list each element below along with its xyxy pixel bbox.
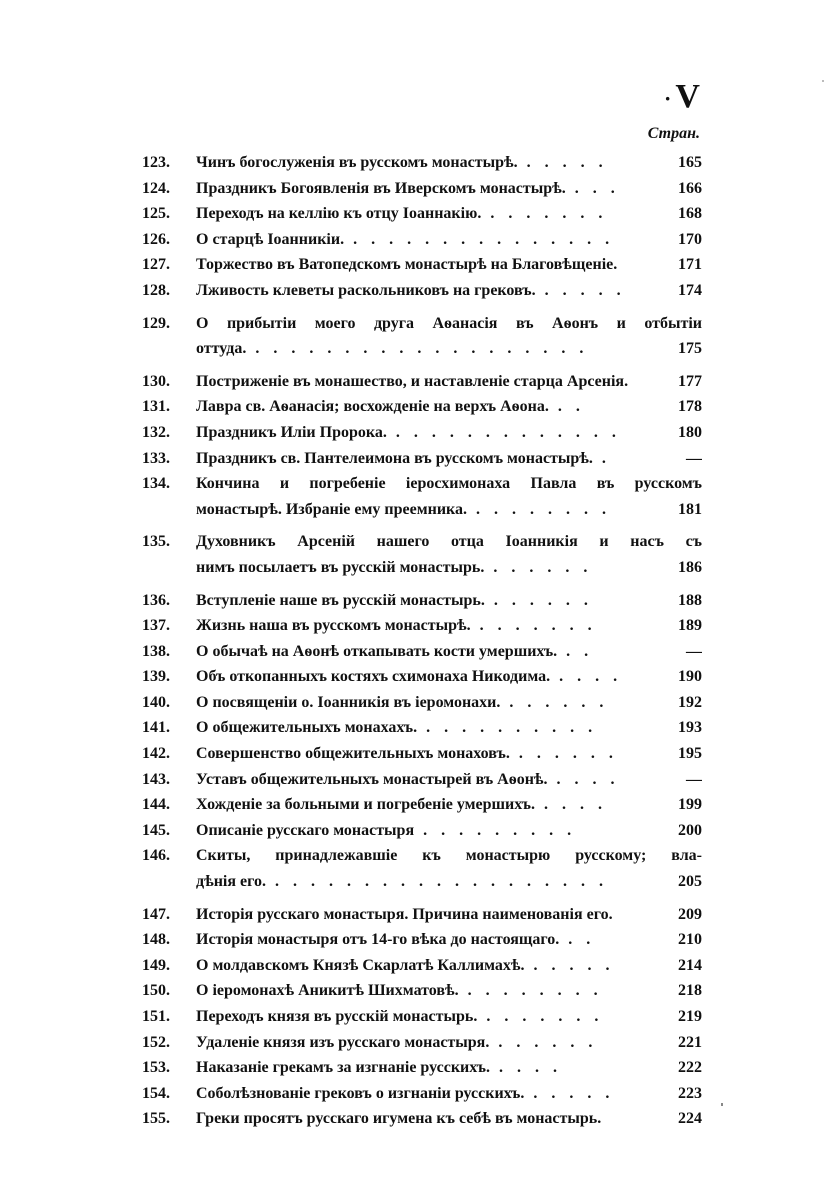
toc-entry-line (142, 978, 702, 1004)
toc-entry-number: 123. (142, 154, 170, 171)
leader-dots: . . . . . . (500, 693, 609, 711)
toc-entry-title: Торжество въ Ватопедскомъ монастырѣ на Благовѣщеніе. (196, 256, 618, 274)
toc-entry-title: Переходъ князя въ русскій монастырь. . . . . . . . (196, 1008, 604, 1025)
margin-speck (721, 1103, 723, 1106)
toc-entry-line (142, 497, 702, 523)
table-of-contents (142, 150, 702, 1132)
toc-entry-page: 171 (678, 256, 702, 274)
toc-entry (142, 311, 702, 362)
toc-entry-line (142, 555, 702, 581)
leader-dots: . . . . . . . (477, 1008, 604, 1025)
leader-dots: . . . . . . . . . . . . . . . (344, 230, 615, 248)
leader-dots: . . (548, 398, 585, 416)
toc-entry-number: 151. (142, 1008, 170, 1025)
toc-entry (142, 252, 702, 278)
toc-entry-title: Лавра св. Аѳанасія; восхожденіе на верхъ Аѳона. . . (196, 398, 585, 416)
leader-dots: . . . . . . . . . . . . . . . . . . . (246, 340, 589, 358)
toc-entry-title: Духовникъ Арсеній нашего отца Іоанникія и насъ съ (196, 533, 702, 551)
leader-dots: . . . . (547, 770, 620, 788)
toc-entry-number: 137. (142, 617, 170, 635)
toc-entry-title: Праздникъ Богоявленія въ Иверскомъ монастырѣ. . . . (196, 179, 620, 197)
toc-entry (142, 369, 702, 395)
toc-entry (142, 227, 702, 253)
toc-entry (142, 715, 702, 741)
toc-entry-title: О старцѣ Іоанникіи. . . . . . . . . . . . . . . . (196, 230, 615, 248)
toc-entry-title: Исторія монастыря отъ 14-го вѣка до настоящаго. . . (196, 931, 596, 949)
toc-entry-page: 168 (678, 205, 702, 223)
toc-entry-page: — (686, 770, 702, 788)
toc-entry (142, 150, 702, 176)
toc-entry-line (142, 1004, 702, 1030)
toc-entry-page: 221 (678, 1033, 702, 1051)
toc-entry-page: 175 (678, 340, 702, 358)
toc-entry-page: 222 (678, 1059, 702, 1077)
toc-entry-title: Постриженіе въ монашество, и наставленіе старца Арсенія. (196, 372, 629, 390)
toc-entry-number: 143. (142, 770, 170, 788)
toc-entry (142, 902, 702, 928)
toc-entry-line (142, 150, 702, 176)
toc-entry-page: 186 (678, 558, 702, 576)
leader-dots: . (592, 449, 611, 467)
toc-entry-page: 174 (678, 281, 702, 299)
toc-entry-title: Вступленіе наше въ русскій монастырь. . . . . . . (196, 591, 593, 609)
leader-dots: . . . . . . . . . (414, 821, 577, 839)
toc-entry-number: 142. (142, 745, 170, 763)
toc-entry-title: Наказаніе грекамъ за изгнаніе русскихъ. . . . . (196, 1059, 562, 1077)
toc-entry-title: Соболѣзнованіе грековъ о изгнаніи русскихъ. . . . . . (196, 1084, 615, 1102)
toc-entry-title: Переходъ на келлію къ отцу Іоаннакію. . . . . . . . (196, 205, 608, 223)
toc-entry-title: О молдавскомъ Князѣ Скарлатѣ Каллимахѣ. . . . . . (196, 956, 615, 974)
toc-entry-title: дѣнія его. . . . . . . . . . . . . . . . . . . . (196, 873, 608, 891)
toc-entry-number: 131. (142, 398, 170, 416)
toc-entry-line (142, 529, 702, 555)
toc-entry (142, 1004, 702, 1030)
toc-entry-page: 218 (678, 982, 702, 1000)
toc-entry-number: 128. (142, 281, 170, 299)
toc-entry-line (142, 792, 702, 818)
toc-entry-line (142, 336, 702, 362)
toc-entry (142, 1030, 702, 1056)
toc-entry (142, 394, 702, 420)
toc-entry-line (142, 201, 702, 227)
page-column-header: Стран. (647, 125, 700, 142)
toc-entry-line (142, 1081, 702, 1107)
toc-entry-page: 210 (678, 931, 702, 949)
toc-entry-number: 147. (142, 905, 170, 923)
toc-entry-number: 141. (142, 719, 170, 737)
toc-entry-page: 177 (678, 372, 702, 390)
toc-entry-line (142, 278, 702, 304)
toc-entry (142, 446, 702, 472)
toc-entry (142, 1106, 702, 1132)
leader-dots: . . (557, 642, 594, 660)
toc-entry-line (142, 446, 702, 472)
leader-dots: . . . . . . . . (467, 500, 612, 518)
toc-entry-title: Чинъ богослуженія въ русскомъ монастырѣ. . . . . . (196, 154, 608, 171)
leader-dots: . . . . . . (509, 745, 618, 763)
toc-entry (142, 767, 702, 793)
toc-entry (142, 1055, 702, 1081)
toc-entry-page: 165 (678, 154, 702, 171)
leader-dots: . . . . . . (484, 558, 593, 576)
toc-entry-page: 195 (678, 745, 702, 763)
toc-entry-page: 192 (678, 693, 702, 711)
toc-entry-line (142, 902, 702, 928)
toc-entry-page: 188 (678, 591, 702, 609)
toc-entry-number: 134. (142, 475, 170, 493)
toc-entry-line (142, 843, 702, 869)
toc-entry-line (142, 176, 702, 202)
toc-entry (142, 741, 702, 767)
margin-speck (822, 80, 824, 82)
toc-entry-page: 166 (678, 179, 702, 197)
toc-entry-line (142, 869, 702, 895)
toc-entry-page: 205 (678, 873, 702, 891)
toc-entry (142, 978, 702, 1004)
toc-entry-page: 200 (678, 821, 702, 839)
toc-entry (142, 639, 702, 665)
toc-entry-number: 129. (142, 314, 170, 332)
toc-entry-line (142, 613, 702, 639)
leader-dots: . . . . . . . . (458, 982, 603, 1000)
toc-entry-page: 209 (678, 905, 702, 923)
leader-dots: . . (559, 931, 596, 949)
toc-entry (142, 792, 702, 818)
toc-entry-line (142, 715, 702, 741)
toc-entry-number: 149. (142, 956, 170, 974)
leader-dots: . . . . . (517, 154, 608, 171)
toc-entry-title: О прибытіи моего друга Аѳанасія въ Аѳонъ и отбытіи (196, 314, 702, 332)
toc-entry-line (142, 369, 702, 395)
toc-entry-page: 223 (678, 1084, 702, 1102)
leader-dots: . . . (565, 179, 620, 197)
toc-entry-line (142, 1030, 702, 1056)
toc-entry-number: 126. (142, 230, 170, 248)
toc-entry-page: 219 (678, 1008, 702, 1025)
toc-entry-page: 199 (678, 796, 702, 814)
toc-entry (142, 818, 702, 844)
toc-entry-line (142, 690, 702, 716)
toc-entry-page: 224 (678, 1110, 702, 1128)
toc-entry-number: 136. (142, 591, 170, 609)
toc-entry-title: Хожденіе за больными и погребеніе умершихъ. . . . . (196, 796, 607, 814)
toc-entry (142, 201, 702, 227)
toc-entry-title: Греки просятъ русскаго игумена къ себѣ въ монастырь. (196, 1110, 602, 1128)
toc-entry-title: нимъ посылаетъ въ русскій монастырь. . . . . . . (196, 558, 593, 576)
toc-entry (142, 529, 702, 580)
leader-dots: . . . . . . . . . . . . . . . . . . . (265, 873, 608, 891)
toc-entry-page: 180 (678, 423, 702, 441)
toc-entry (142, 588, 702, 614)
toc-entry-line (142, 420, 702, 446)
toc-entry-line (142, 818, 702, 844)
toc-entry-title: Удаленіе князя изъ русскаго монастыря. . . . . . . (196, 1033, 598, 1051)
toc-entry-line (142, 1106, 702, 1132)
leader-dots: . . . . (550, 668, 623, 686)
toc-entry-number: 133. (142, 449, 170, 467)
toc-entry-number: 139. (142, 668, 170, 686)
toc-entry-page: 189 (678, 617, 702, 635)
toc-entry-number: 152. (142, 1033, 170, 1051)
toc-entry-page: — (686, 642, 702, 660)
page-number: · V (664, 78, 700, 115)
toc-entry-line (142, 639, 702, 665)
toc-entry-number: 144. (142, 796, 170, 814)
toc-entry (142, 1081, 702, 1107)
toc-entry-title: О общежительныхъ монахахъ. . . . . . . . . . . (196, 719, 598, 737)
toc-entry-title: Скиты, принадлежавшіе къ монастырю русскому; вла- (196, 847, 702, 865)
toc-entry-title: Уставъ общежительныхъ монастырей въ Аѳонѣ. . . . . (196, 770, 620, 788)
toc-entry-title: Объ откопанныхъ костяхъ схимонаха Никодима. . . . . (196, 668, 623, 686)
leader-dots: . . . . . (535, 281, 626, 299)
toc-entry-number: 135. (142, 533, 170, 551)
toc-entry-title: Праздникъ св. Пантелеимона въ русскомъ монастырѣ. . (196, 449, 611, 467)
toc-entry-number: 132. (142, 423, 170, 441)
toc-entry-number: 146. (142, 847, 170, 865)
leader-dots: . . . . . (524, 1084, 615, 1102)
toc-entry-title: Жизнь наша въ русскомъ монастырѣ. . . . . . . . (196, 617, 597, 635)
toc-entry (142, 471, 702, 522)
toc-entry-page: 181 (678, 500, 702, 518)
toc-entry (142, 613, 702, 639)
toc-entry-title: оттуда. . . . . . . . . . . . . . . . . . . . (196, 340, 589, 358)
toc-entry-title: Праздникъ Иліи Пророка. . . . . . . . . . . . . . (196, 423, 621, 441)
toc-entry-title: О обычаѣ на Аѳонѣ откапывать кости умершихъ. . . (196, 642, 594, 660)
leader-dots: . . . . . . . (470, 617, 597, 635)
toc-entry-number: 150. (142, 982, 170, 1000)
toc-entry-page: 170 (678, 230, 702, 248)
toc-entry (142, 927, 702, 953)
leader-dots: . . . . (489, 1059, 562, 1077)
toc-entry-number: 154. (142, 1084, 170, 1102)
toc-entry-line (142, 588, 702, 614)
leader-dots: . . . . . (524, 956, 615, 974)
toc-entry-title: Описаніе русскаго монастыря . . . . . . . . . (196, 821, 577, 839)
toc-entry-title: Кончина и погребеніе іеросхимонаха Павла въ русскомъ (196, 475, 702, 493)
toc-entry-title: Лживость клеветы раскольниковъ на грековъ. . . . . . (196, 281, 626, 299)
toc-entry (142, 664, 702, 690)
toc-entry-line (142, 1055, 702, 1081)
toc-entry-title: Исторія русскаго монастыря. Причина наименованія его. (196, 905, 613, 923)
toc-entry-line (142, 767, 702, 793)
toc-entry-number: 127. (142, 256, 170, 274)
toc-entry-number: 124. (142, 179, 170, 197)
leader-dots: . . . . . . . . . . (417, 719, 598, 737)
leader-dots: . . . . . . (489, 1033, 598, 1051)
toc-entry-page: 190 (678, 668, 702, 686)
toc-entry-page: 193 (678, 719, 702, 737)
leader-dots: . . . . (535, 796, 607, 814)
toc-entry-number: 153. (142, 1059, 170, 1077)
toc-entry-line (142, 927, 702, 953)
toc-entry-line (142, 252, 702, 278)
toc-entry-line (142, 227, 702, 253)
toc-entry-line (142, 471, 702, 497)
toc-entry-line (142, 953, 702, 979)
toc-entry (142, 843, 702, 894)
toc-entry-number: 145. (142, 821, 170, 839)
toc-entry (142, 278, 702, 304)
toc-entry (142, 176, 702, 202)
leader-dots: . . . . . . (484, 591, 593, 609)
toc-entry-title: О іеромонахѣ Аникитѣ Шихматовѣ. . . . . . . . . (196, 982, 603, 1000)
toc-entry-title: монастырѣ. Избраніе ему преемника. . . . . . . . . (196, 500, 612, 518)
toc-entry-number: 138. (142, 642, 170, 660)
toc-entry-line (142, 664, 702, 690)
toc-entry (142, 953, 702, 979)
toc-entry-number: 130. (142, 372, 170, 390)
toc-entry-number: 148. (142, 931, 170, 949)
toc-entry (142, 690, 702, 716)
toc-entry-number: 155. (142, 1110, 170, 1128)
toc-entry-page: 178 (678, 398, 702, 416)
leader-dots: . . . . . . . (481, 205, 608, 223)
toc-entry-line (142, 394, 702, 420)
toc-entry-number: 125. (142, 205, 170, 223)
toc-entry-line (142, 741, 702, 767)
toc-entry (142, 420, 702, 446)
toc-entry-line (142, 311, 702, 337)
toc-entry-number: 140. (142, 693, 170, 711)
toc-entry-page: — (686, 449, 702, 467)
toc-entry-title: Совершенство общежительныхъ монаховъ. . . . . . . (196, 745, 618, 763)
toc-entry-page: 214 (678, 956, 702, 974)
toc-entry-title: О посвященіи о. Іоанникія въ іеромонахи. . . . . . . (196, 693, 609, 711)
leader-dots: . . . . . . . . . . . . . (386, 423, 621, 441)
